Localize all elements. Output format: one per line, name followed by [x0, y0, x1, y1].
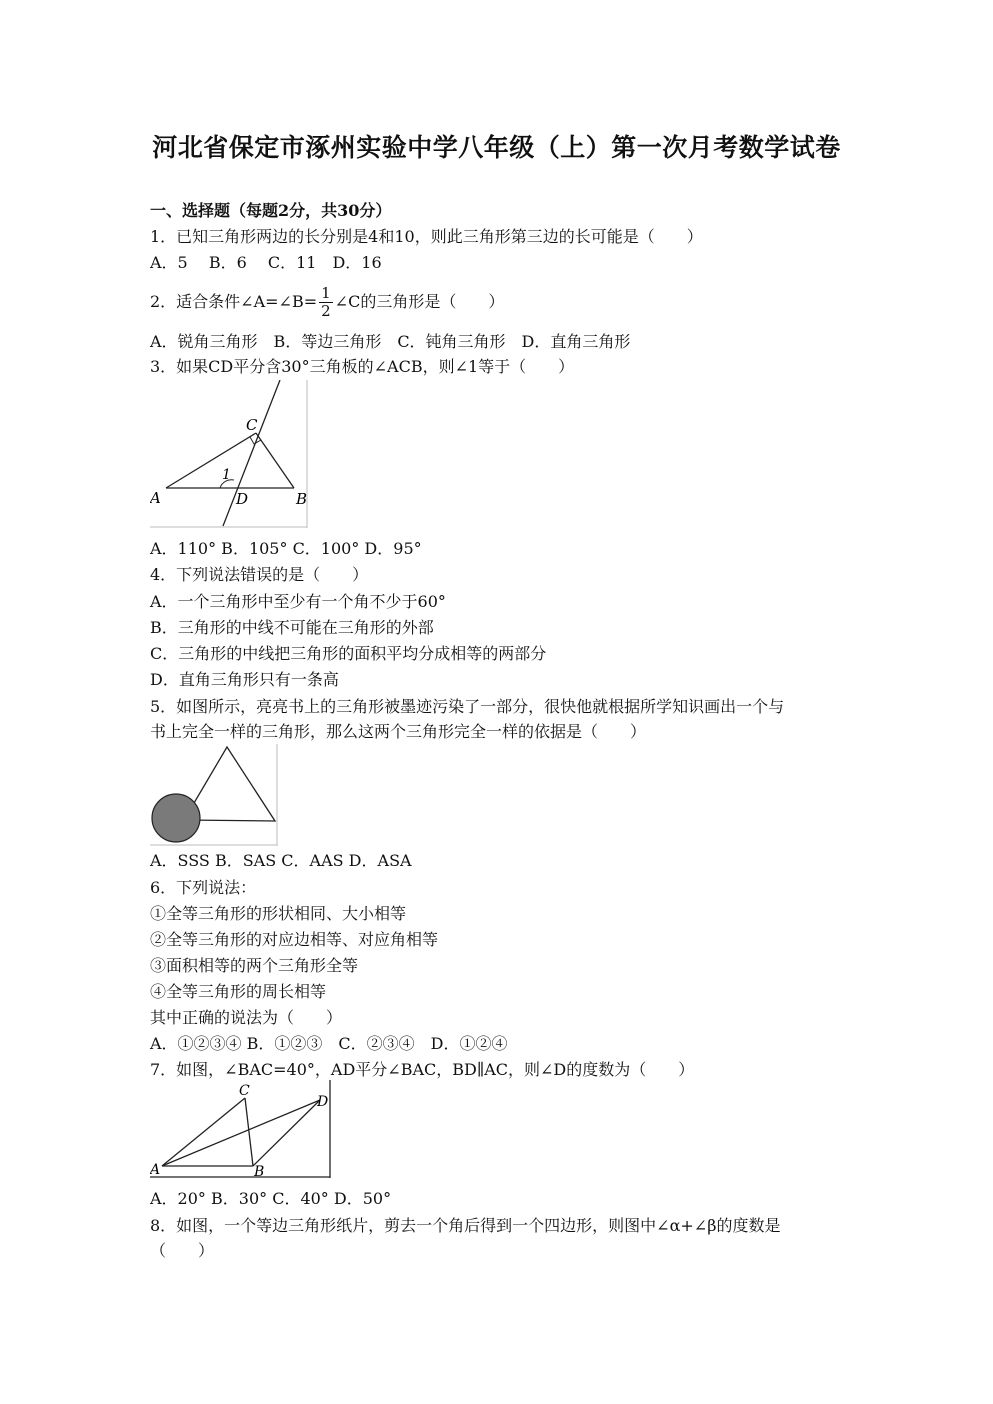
question-3-figure: [150, 380, 310, 530]
segment-ad: [162, 1100, 320, 1166]
label-b: B: [254, 1164, 265, 1180]
question-1-options: A．5 B．6 C．11 D．16: [150, 253, 382, 272]
question-6-stem: 6．下列说法：: [150, 878, 257, 897]
question-4-option-c: C．三角形的中线把三角形的面积平均分成相等的两部分: [150, 644, 547, 663]
question-3-stem: 3．如果CD平分含30°三角板的∠ACB，则∠1等于（ ）: [150, 357, 575, 376]
label-a: A: [150, 489, 161, 507]
fraction-numerator: 1: [321, 284, 331, 302]
label-d: D: [317, 1094, 329, 1110]
label-a: A: [150, 1162, 161, 1178]
question-6-statement-1: ①全等三角形的形状相同、大小相等: [150, 904, 407, 923]
question-6-statement-4: ④全等三角形的周长相等: [150, 982, 327, 1001]
line-cd: [223, 380, 280, 526]
label-angle-1: 1: [222, 467, 231, 483]
fraction: [319, 285, 333, 320]
question-2-stem: [150, 285, 504, 320]
question-5-figure: [150, 744, 280, 848]
segment-ac: [166, 433, 256, 488]
page-title: 河北省保定市涿州实验中学八年级（上）第一次月考数学试卷: [152, 133, 841, 162]
fraction-denominator: 2: [321, 302, 331, 320]
ink-stain: [152, 794, 200, 842]
section-heading: 一、选择题（每题2分，共30分）: [150, 201, 392, 220]
question-2-options: A．锐角三角形 B．等边三角形 C．钝角三角形 D．直角三角形: [150, 332, 631, 351]
question-8-stem-line-2: （ ）: [150, 1241, 215, 1260]
segment-ac: [162, 1098, 245, 1166]
question-6-ask: 其中正确的说法为（ ）: [150, 1008, 343, 1027]
question-7-figure: [150, 1080, 335, 1180]
question-1-stem: 1．已知三角形两边的长分别是4和10，则此三角形第三边的长可能是（ ）: [150, 227, 703, 246]
question-2-stem-pre: 2．适合条件∠A=∠B=: [150, 292, 318, 311]
question-5-stem-line-1: 5．如图所示，亮亮书上的三角形被墨迹污染了一部分，很快他就根据所学知识画出一个与: [150, 697, 785, 716]
question-2-stem-post: ∠C的三角形是（ ）: [334, 292, 505, 311]
question-7-stem: 7．如图，∠BAC=40°，AD平分∠BAC，BD∥AC，则∠D的度数为（ ）: [150, 1060, 695, 1079]
question-5-options: A．SSS B．SAS C．AAS D．ASA: [150, 851, 412, 870]
question-4-option-d: D．直角三角形只有一条高: [150, 670, 339, 689]
label-c: C: [239, 1083, 250, 1099]
segment-cb: [256, 433, 294, 488]
question-6-statement-2: ②全等三角形的对应边相等、对应角相等: [150, 930, 439, 949]
question-8-stem-line-1: 8．如图，一个等边三角形纸片，剪去一个角后得到一个四边形，则图中∠α+∠β的度数是: [150, 1216, 781, 1235]
segment-cb: [245, 1098, 253, 1166]
label-d: D: [236, 490, 249, 508]
question-3-options: A．110° B．105° C．100° D．95°: [150, 539, 422, 558]
question-6-options: A．①②③④ B．①②③ C．②③④ D．①②④: [150, 1034, 508, 1053]
question-4-option-a: A．一个三角形中至少有一个角不少于60°: [150, 592, 446, 611]
question-5-stem-line-2: 书上完全一样的三角形，那么这两个三角形完全一样的依据是（ ）: [150, 722, 647, 741]
question-7-options: A．20° B．30° C．40° D．50°: [150, 1189, 392, 1208]
question-4-option-b: B．三角形的中线不可能在三角形的外部: [150, 618, 434, 637]
label-b: B: [296, 490, 308, 508]
label-c: C: [246, 416, 258, 434]
question-4-stem: 4．下列说法错误的是（ ）: [150, 565, 369, 584]
question-6-statement-3: ③面积相等的两个三角形全等: [150, 956, 359, 975]
segment-bd: [253, 1100, 320, 1166]
